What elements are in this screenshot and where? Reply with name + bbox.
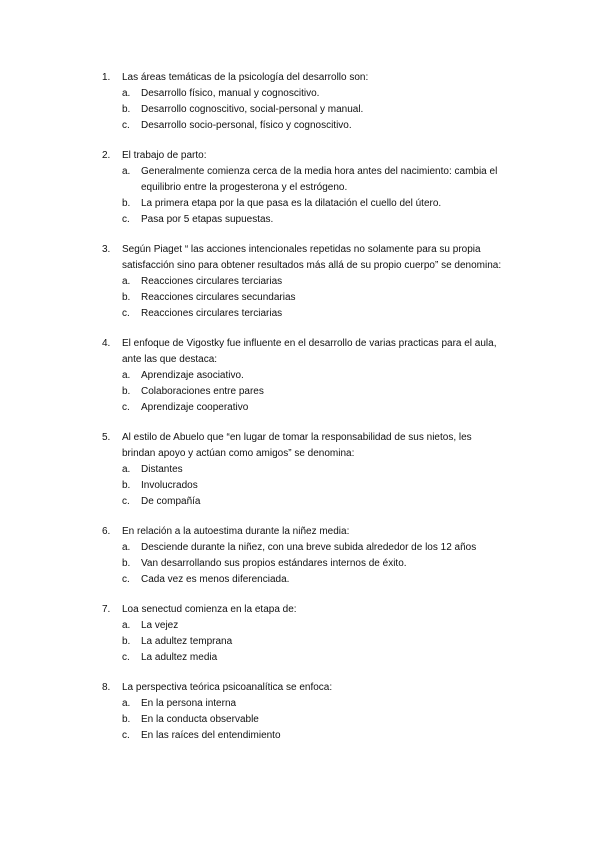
option-text: La primera etapa por la que pasa es la dilatación el cuello del útero. <box>141 198 442 209</box>
question-text: Loa senectud comienza en la etapa de: <box>122 604 297 615</box>
option-letter: b. <box>122 714 131 725</box>
question-row <box>0 680 600 696</box>
answer-option <box>0 102 600 118</box>
option-text: De compañía <box>141 496 201 507</box>
answer-option <box>0 196 600 212</box>
answer-option <box>0 400 600 416</box>
question-7 <box>0 602 600 666</box>
answer-option <box>0 212 600 228</box>
question-3 <box>0 242 600 322</box>
question-number: 8. <box>102 682 111 693</box>
question-text: En relación a la autoestima durante la niñez media: <box>122 526 350 537</box>
option-text: Reacciones circulares terciarias <box>141 308 283 319</box>
answer-option <box>0 634 600 650</box>
option-text: Generalmente comienza cerca de la media hora antes del nacimiento: cambia el equilibrio entre la progesterona y el estrógeno. <box>141 166 498 193</box>
answer-option <box>0 556 600 572</box>
option-letter: a. <box>122 166 131 177</box>
question-row <box>0 70 600 86</box>
option-letter: a. <box>122 464 131 475</box>
option-letter: a. <box>122 698 131 709</box>
answer-option <box>0 540 600 556</box>
answer-option <box>0 696 600 712</box>
answer-option <box>0 274 600 290</box>
question-row <box>0 430 600 462</box>
option-text: Reacciones circulares terciarias <box>141 276 283 287</box>
answer-option <box>0 728 600 744</box>
answer-option <box>0 494 600 510</box>
question-8 <box>0 680 600 744</box>
option-letter: a. <box>122 542 131 553</box>
question-number: 1. <box>102 72 111 83</box>
option-text: En la conducta observable <box>141 714 259 725</box>
question-1 <box>0 70 600 134</box>
option-text: Desarrollo cognoscitivo, social-personal y manual. <box>141 104 364 115</box>
option-text: Distantes <box>141 464 183 475</box>
option-letter: b. <box>122 636 131 647</box>
question-row <box>0 602 600 618</box>
question-row <box>0 148 600 164</box>
question-number: 3. <box>102 244 111 255</box>
answer-option <box>0 712 600 728</box>
option-text: Colaboraciones entre pares <box>141 386 264 397</box>
answer-option <box>0 368 600 384</box>
option-text: Desarrollo físico, manual y cognoscitivo. <box>141 88 320 99</box>
option-text: La vejez <box>141 620 179 631</box>
option-text: En las raíces del entendimiento <box>141 730 281 741</box>
answer-option <box>0 306 600 322</box>
answer-option <box>0 618 600 634</box>
answer-option <box>0 650 600 666</box>
option-text: En la persona interna <box>141 698 237 709</box>
question-text: El trabajo de parto: <box>122 150 207 161</box>
option-text: La adultez media <box>141 652 218 663</box>
question-number: 2. <box>102 150 111 161</box>
question-4 <box>0 336 600 416</box>
question-row <box>0 242 600 274</box>
question-5 <box>0 430 600 510</box>
option-letter: b. <box>122 480 131 491</box>
option-letter: b. <box>122 198 131 209</box>
question-text: Las áreas temáticas de la psicología del desarrollo son: <box>122 72 369 83</box>
option-letter: c. <box>122 652 130 663</box>
question-text: Según Piaget “ las acciones intencionales repetidas no solamente para su propia satisfacción sino para obtener resultados más allá de su propio cuerpo” se denomina: <box>122 244 502 271</box>
question-number: 4. <box>102 338 111 349</box>
answer-option <box>0 572 600 588</box>
option-letter: a. <box>122 88 131 99</box>
option-text: La adultez temprana <box>141 636 233 647</box>
option-text: Desciende durante la niñez, con una breve subida alrededor de los 12 años <box>141 542 477 553</box>
answer-option <box>0 290 600 306</box>
option-letter: a. <box>122 620 131 631</box>
option-letter: b. <box>122 104 131 115</box>
option-letter: b. <box>122 292 131 303</box>
answer-option <box>0 118 600 134</box>
option-text: Aprendizaje cooperativo <box>141 402 249 413</box>
question-text: El enfoque de Vigostky fue influente en el desarrollo de varias practicas para el aula, ante las que destaca: <box>122 338 497 365</box>
question-number: 6. <box>102 526 111 537</box>
option-text: Involucrados <box>141 480 198 491</box>
option-text: Desarrollo socio-personal, físico y cognoscitivo. <box>141 120 352 131</box>
option-letter: a. <box>122 276 131 287</box>
option-letter: a. <box>122 370 131 381</box>
question-number: 7. <box>102 604 111 615</box>
option-letter: b. <box>122 558 131 569</box>
option-text: Van desarrollando sus propios estándares internos de éxito. <box>141 558 407 569</box>
answer-option <box>0 462 600 478</box>
question-list <box>0 70 600 758</box>
option-letter: c. <box>122 120 130 131</box>
question-row <box>0 336 600 368</box>
answer-option <box>0 164 600 196</box>
question-row <box>0 524 600 540</box>
option-letter: c. <box>122 496 130 507</box>
option-letter: c. <box>122 730 130 741</box>
answer-option <box>0 86 600 102</box>
option-letter: c. <box>122 574 130 585</box>
question-text: Al estilo de Abuelo que “en lugar de tomar la responsabilidad de sus nietos, les brindan apoyo y actúan como amigos” se denomina: <box>122 432 472 459</box>
option-letter: c. <box>122 308 130 319</box>
answer-option <box>0 384 600 400</box>
question-2 <box>0 148 600 228</box>
question-number: 5. <box>102 432 111 443</box>
option-letter: c. <box>122 402 130 413</box>
option-letter: b. <box>122 386 131 397</box>
option-letter: c. <box>122 214 130 225</box>
question-text: La perspectiva teórica psicoanalítica se enfoca: <box>122 682 333 693</box>
option-text: Pasa por 5 etapas supuestas. <box>141 214 274 225</box>
option-text: Aprendizaje asociativo. <box>141 370 244 381</box>
answer-option <box>0 478 600 494</box>
option-text: Cada vez es menos diferenciada. <box>141 574 290 585</box>
option-text: Reacciones circulares secundarias <box>141 292 296 303</box>
question-6 <box>0 524 600 588</box>
